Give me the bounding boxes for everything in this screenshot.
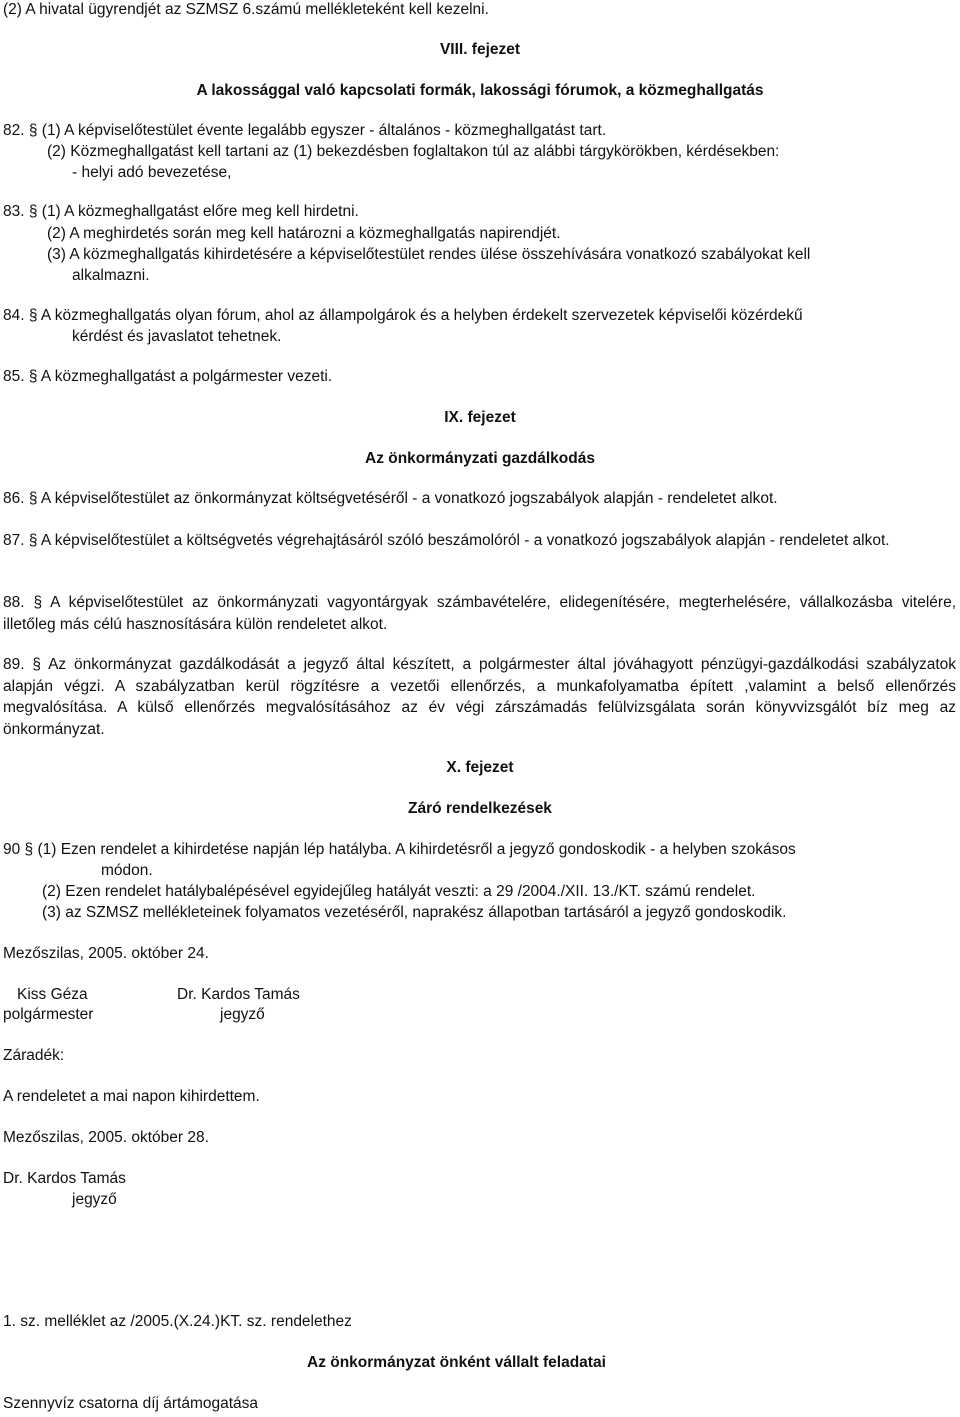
chapter-subtitle: Záró rendelkezések bbox=[408, 800, 552, 817]
section-84: 84. § A közmeghallgatás olyan fórum, ahol az állampolgárok és a helyben érdekelt szervezetek képviselői közérdekű bbox=[3, 307, 803, 324]
section-89: 89. § Az önkormányzat gazdálkodását a jegyző által készített, a polgármester által jóváhagyott pénzügyi-gazdálkodási szabályzatok alapján végzi. A szabályzatban kerül rögzítésre a vezetői ellenőrzés, a munkafolyamatba épített ,valamint a belső ellenőrzés megvalósítása. A külső ellenőrzés megvalósításához az év végi zárszámadás felülvizsgálata során könyvvizsgálót bíz meg az önkormányzat. bbox=[3, 656, 956, 738]
section-86: 86. § A képviselőtestület az önkormányzat költségvetéséről - a vonatkozó jogszabályok alapján - rendeletet alkot. bbox=[3, 490, 778, 507]
clause-signer-name: Dr. Kardos Tamás bbox=[3, 1170, 126, 1187]
chapter-subtitle: Az önkormányzati gazdálkodás bbox=[365, 450, 595, 467]
section-88: 88. § A képviselőtestület az önkormányzati vagyontárgyak számbavételére, elidegenítésére, megterhelésére, vállalkozásba vitelére, illetőleg más célú hasznosítására külön rendeletet alkot. bbox=[3, 594, 956, 633]
section-90-line: módon. bbox=[101, 862, 153, 879]
section-90: 90 § (1) Ezen rendelet a kihirdetése napján lép hatályba. A kihirdetésről a jegyző gondoskodik - a helyben szokásos bbox=[3, 841, 796, 858]
section-83: 83. § (1) A közmeghallgatást előre meg kell hirdetni. bbox=[3, 203, 359, 220]
mayor-title: polgármester bbox=[3, 1006, 94, 1023]
section-90-line: (2) Ezen rendelet hatálybalépésével egyidejűleg hatályát veszti: a 29 /2004./XII. 13./KT. számú rendelet. bbox=[42, 883, 756, 900]
chapter-heading: X. fejezet bbox=[446, 759, 514, 776]
annex-title: Az önkormányzat önként vállalt feladatai bbox=[307, 1354, 606, 1371]
chapter-subtitle: A lakossággal való kapcsolati formák, lakossági fórumok, a közmeghallgatás bbox=[196, 82, 764, 99]
annex-item: Szennyvíz csatorna díj ártámogatása bbox=[3, 1395, 259, 1412]
paragraph-line: (2) A hivatal ügyrendjét az SZMSZ 6.számú mellékleteként kell kezelni. bbox=[3, 1, 489, 18]
clause-signer-title: jegyző bbox=[72, 1191, 117, 1208]
notary-title: jegyző bbox=[220, 1006, 265, 1023]
date-line: Mezőszilas, 2005. október 24. bbox=[3, 945, 209, 962]
mayor-name: Kiss Géza bbox=[17, 986, 88, 1003]
section-82-line: (2) Közmeghallgatást kell tartani az (1) bekezdésben foglaltakon túl az alábbi tárgykörökben, kérdésekben: bbox=[47, 143, 780, 160]
clause-label: Záradék: bbox=[3, 1047, 65, 1064]
section-83-line: (2) A meghirdetés során meg kell határozni a közmeghallgatás napirendjét. bbox=[47, 225, 561, 242]
section-85: 85. § A közmeghallgatást a polgármester vezeti. bbox=[3, 368, 333, 385]
section-83-line: alkalmazni. bbox=[72, 267, 150, 284]
clause-date: Mezőszilas, 2005. október 28. bbox=[3, 1129, 209, 1146]
section-82-line: - helyi adó bevezetése, bbox=[72, 164, 232, 181]
notary-name: Dr. Kardos Tamás bbox=[177, 986, 300, 1003]
annex-reference: 1. sz. melléklet az /2005.(X.24.)KT. sz. rendelethez bbox=[3, 1313, 352, 1330]
section-87: 87. § A képviselőtestület a költségvetés végrehajtásáról szóló beszámolóról - a vonatkozó jogszabályok alapján - rendeletet alkot. bbox=[3, 532, 890, 549]
clause-text: A rendeletet a mai napon kihirdettem. bbox=[3, 1088, 260, 1105]
section-82: 82. § (1) A képviselőtestület évente legalább egyszer - általános - közmeghallgatást tart. bbox=[3, 122, 607, 139]
section-84-line: kérdést és javaslatot tehetnek. bbox=[72, 328, 282, 345]
chapter-heading: IX. fejezet bbox=[444, 409, 516, 426]
chapter-heading: VIII. fejezet bbox=[439, 41, 521, 58]
section-90-line: (3) az SZMSZ mellékleteinek folyamatos vezetéséről, naprakész állapotban tartásáról a jegyző gondoskodik. bbox=[42, 904, 787, 921]
section-83-line: (3) A közmeghallgatás kihirdetésére a képviselőtestület rendes ülése összehívására vonatkozó szabályokat kell bbox=[47, 246, 811, 263]
